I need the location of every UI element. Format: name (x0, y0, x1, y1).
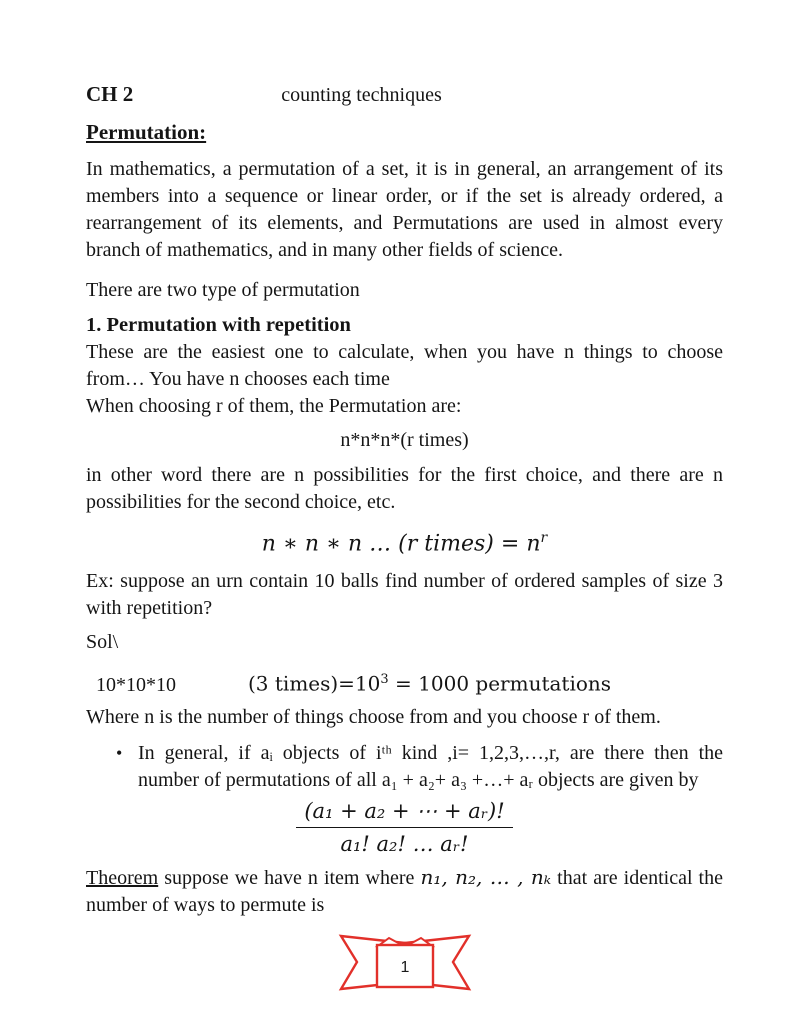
page-number: 1 (400, 958, 409, 976)
formula-body: n ∗ n ∗ n … (r times) = n (261, 531, 541, 557)
theorem-pre: suppose we have n item where (158, 866, 421, 889)
bullet-icon: • (116, 742, 123, 763)
section1-para2: When choosing r of them, the Permutation are: (86, 395, 462, 417)
page-number-ribbon (86, 932, 723, 999)
bullet-text: In general, if aᵢ objects of iᵗʰ kind ,i= 1,2,3,…,r, are there then the number of permutations of all a₁ + a₂+ a₃ +…+ aᵣ objects are given by (138, 741, 723, 791)
section1-heading: 1. Permutation with repetition (86, 314, 351, 336)
theorem-math: n₁, n₂, … , nₖ (420, 864, 552, 889)
example-paragraph: Ex: suppose an urn contain 10 balls find number of ordered samples of size 3 with repetition? (86, 570, 723, 620)
solution-exponent: 3 (380, 672, 389, 688)
solution-product: 10*10*10 (96, 673, 176, 696)
solution-line (86, 665, 723, 700)
formula-n-power-r (86, 523, 723, 559)
page-header (86, 82, 723, 107)
types-line: There are two type of permutation (86, 279, 360, 301)
permutation-heading: Permutation: (86, 120, 207, 144)
solution-result: = 1000 permutations (388, 671, 612, 696)
section1-para3: in other word there are n possibilities for the first choice, and there are n possibilities for the second choice, etc. (86, 464, 723, 513)
intro-paragraph: In mathematics, a permutation of a set, it is in general, an arrangement of its members into a sequence or linear order, or if the set is already ordered, a rearrangement of its elements, and Permutations are used in almost every branch of mathematics, and in many other fields of science. (86, 158, 723, 261)
solution-label: Sol\ (86, 631, 119, 654)
formula-exponent: r (540, 530, 548, 546)
course-title: counting techniques (281, 84, 442, 106)
fraction-formula (86, 798, 723, 857)
section1-para1: These are the easiest one to calculate, when you have n things to choose from… You have n chooses each time (86, 341, 723, 390)
fraction-numerator: (a₁ + a₂ + ⋯ + aᵣ)! (296, 798, 512, 828)
note-line: Where n is the number of things choose from and you choose r of them. (86, 705, 661, 728)
ribbon-icon (329, 932, 481, 994)
solution-mid: (3 times)=10 (248, 671, 381, 696)
theorem-post: that are identical the number of ways to permute is (86, 866, 723, 916)
theorem-paragraph (86, 864, 723, 919)
bullet-item (86, 740, 723, 794)
fraction-denominator: a₁! a₂! … aᵣ! (340, 831, 469, 856)
chapter-label: CH 2 (86, 82, 134, 106)
formula-n-times: n*n*n*(r times) (340, 429, 469, 451)
theorem-label: Theorem (86, 866, 159, 889)
fraction (296, 798, 512, 857)
